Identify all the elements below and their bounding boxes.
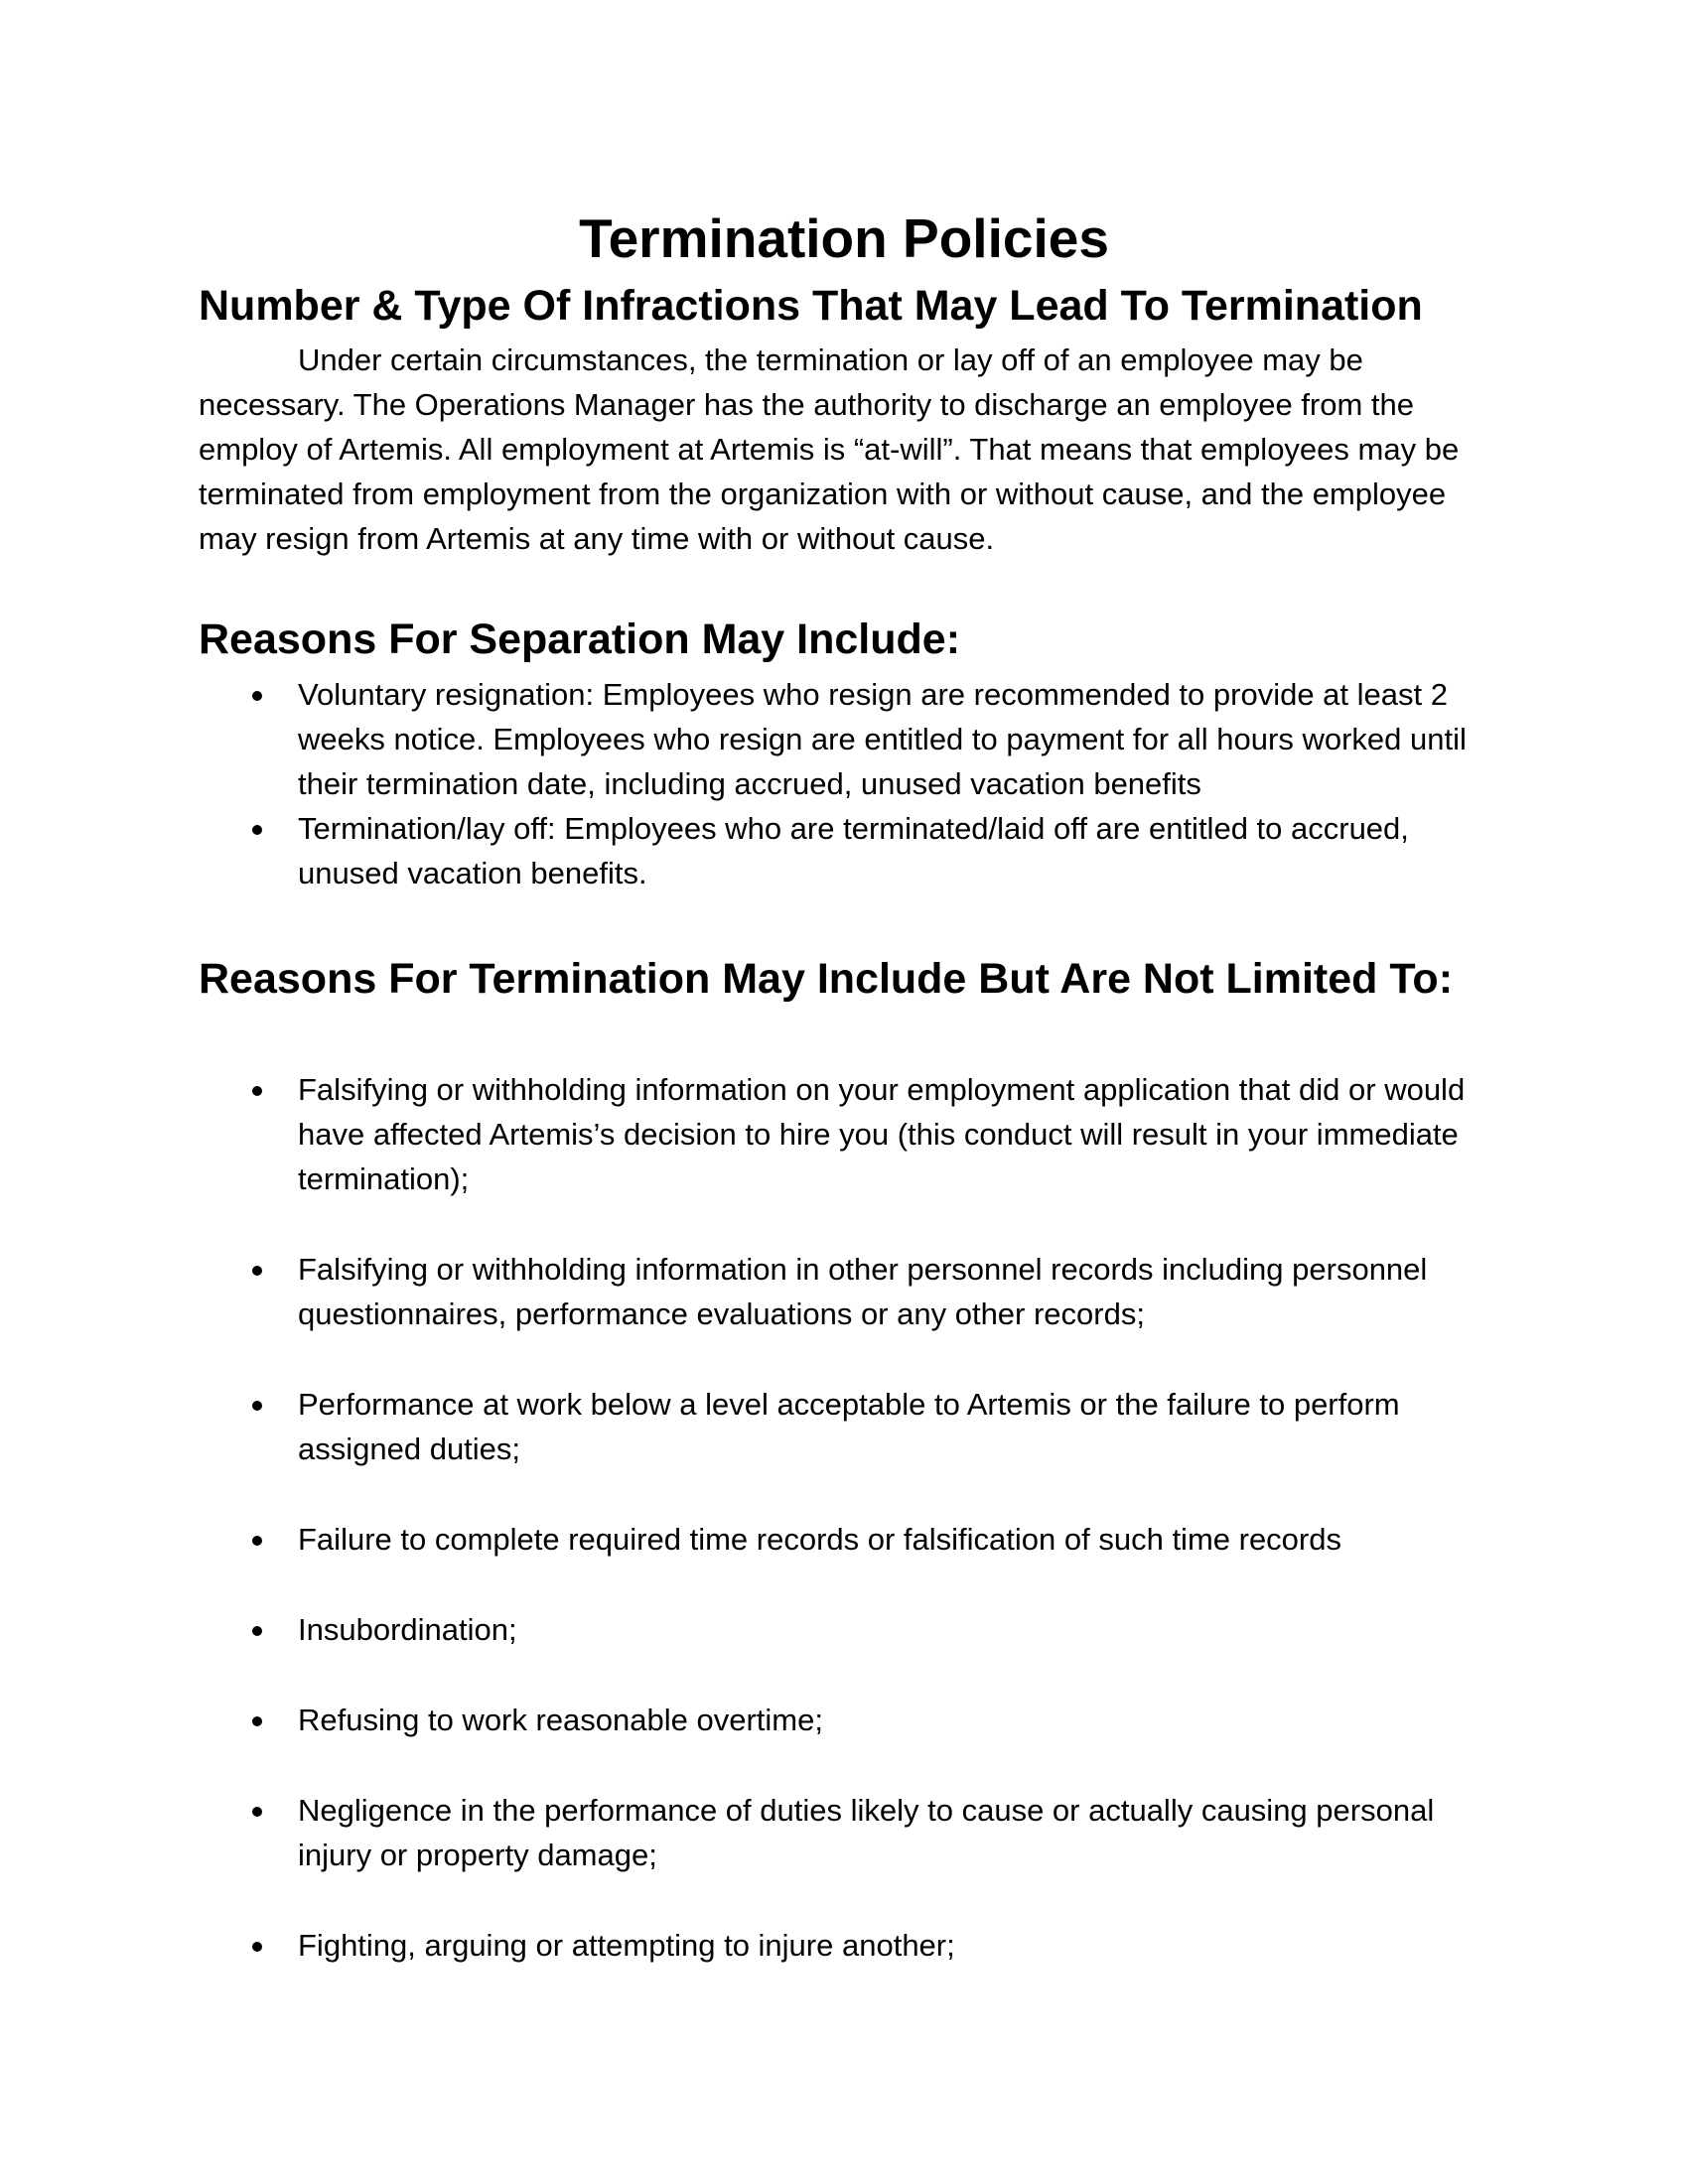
- list-item-text: Negligence in the performance of duties likely to cause or actually causing personal injury or property damage;: [298, 1793, 1435, 1872]
- section-heading-termination: Reasons For Termination May Include But Are Not Limited To:: [199, 955, 1454, 1003]
- bullet-icon: [252, 1716, 262, 1726]
- list-item-text: Failure to complete required time records or falsification of such time records: [298, 1522, 1341, 1557]
- termination-reasons-list: [199, 1067, 1509, 1968]
- bullet-icon: [252, 1536, 262, 1546]
- bullet-icon: [252, 825, 262, 835]
- infractions-paragraph: Under certain circumstances, the termination or lay off of an employee may be necessary. The Operations Manager has the authority to discharge an employee from the employ of Artemis. All employment at Artemis is “at-will”. That means that employees may be terminated from employment from the organization with or without cause, and the employee may resign from Artemis at any time with or without cause.: [199, 342, 1460, 556]
- section-heading-separation: Reasons For Separation May Include:: [199, 615, 961, 663]
- list-item: [199, 1607, 1509, 1652]
- list-item-text: Falsifying or withholding information on your employment application that did or would have affected Artemis’s decision to hire you (this conduct will result in your immediate termination);: [298, 1072, 1466, 1196]
- list-item-text: Performance at work below a level acceptable to Artemis or the failure to perform assigned duties;: [298, 1387, 1400, 1466]
- list-item: [199, 1067, 1509, 1201]
- bullet-icon: [252, 1266, 262, 1276]
- list-item-text: Refusing to work reasonable overtime;: [298, 1703, 823, 1737]
- list-item: [199, 1382, 1509, 1471]
- bullet-icon: [252, 1401, 262, 1411]
- bullet-icon: [252, 1086, 262, 1096]
- list-item-text: Fighting, arguing or attempting to injure another;: [298, 1928, 955, 1963]
- bullet-icon: [252, 1626, 262, 1636]
- list-item: [199, 1698, 1509, 1742]
- list-item: [199, 1923, 1509, 1968]
- list-item-text: Voluntary resignation: Employees who resign are recommended to provide at least 2 weeks notice. Employees who resign are entitled to payment for all hours worked until their termination date, including accrued, unused vacation benefits: [298, 677, 1467, 801]
- section-heading-infractions: Number & Type Of Infractions That May Lead To Termination: [199, 282, 1423, 330]
- list-item: [199, 1517, 1509, 1562]
- bullet-icon: [252, 691, 262, 701]
- bullet-icon: [252, 1942, 262, 1952]
- list-item: [199, 806, 1509, 895]
- list-item: [199, 672, 1509, 806]
- list-item: [199, 1788, 1509, 1877]
- list-item-text: Termination/lay off: Employees who are terminated/laid off are entitled to accrued, unused vacation benefits.: [298, 811, 1409, 890]
- list-item: [199, 1247, 1509, 1336]
- separation-reasons-list: [199, 672, 1509, 895]
- bullet-icon: [252, 1807, 262, 1817]
- document-title: Termination Policies: [579, 207, 1109, 269]
- list-item-text: Falsifying or withholding information in other personnel records including personnel questionnaires, performance evaluations or any other records;: [298, 1252, 1428, 1331]
- list-item-text: Insubordination;: [298, 1612, 517, 1647]
